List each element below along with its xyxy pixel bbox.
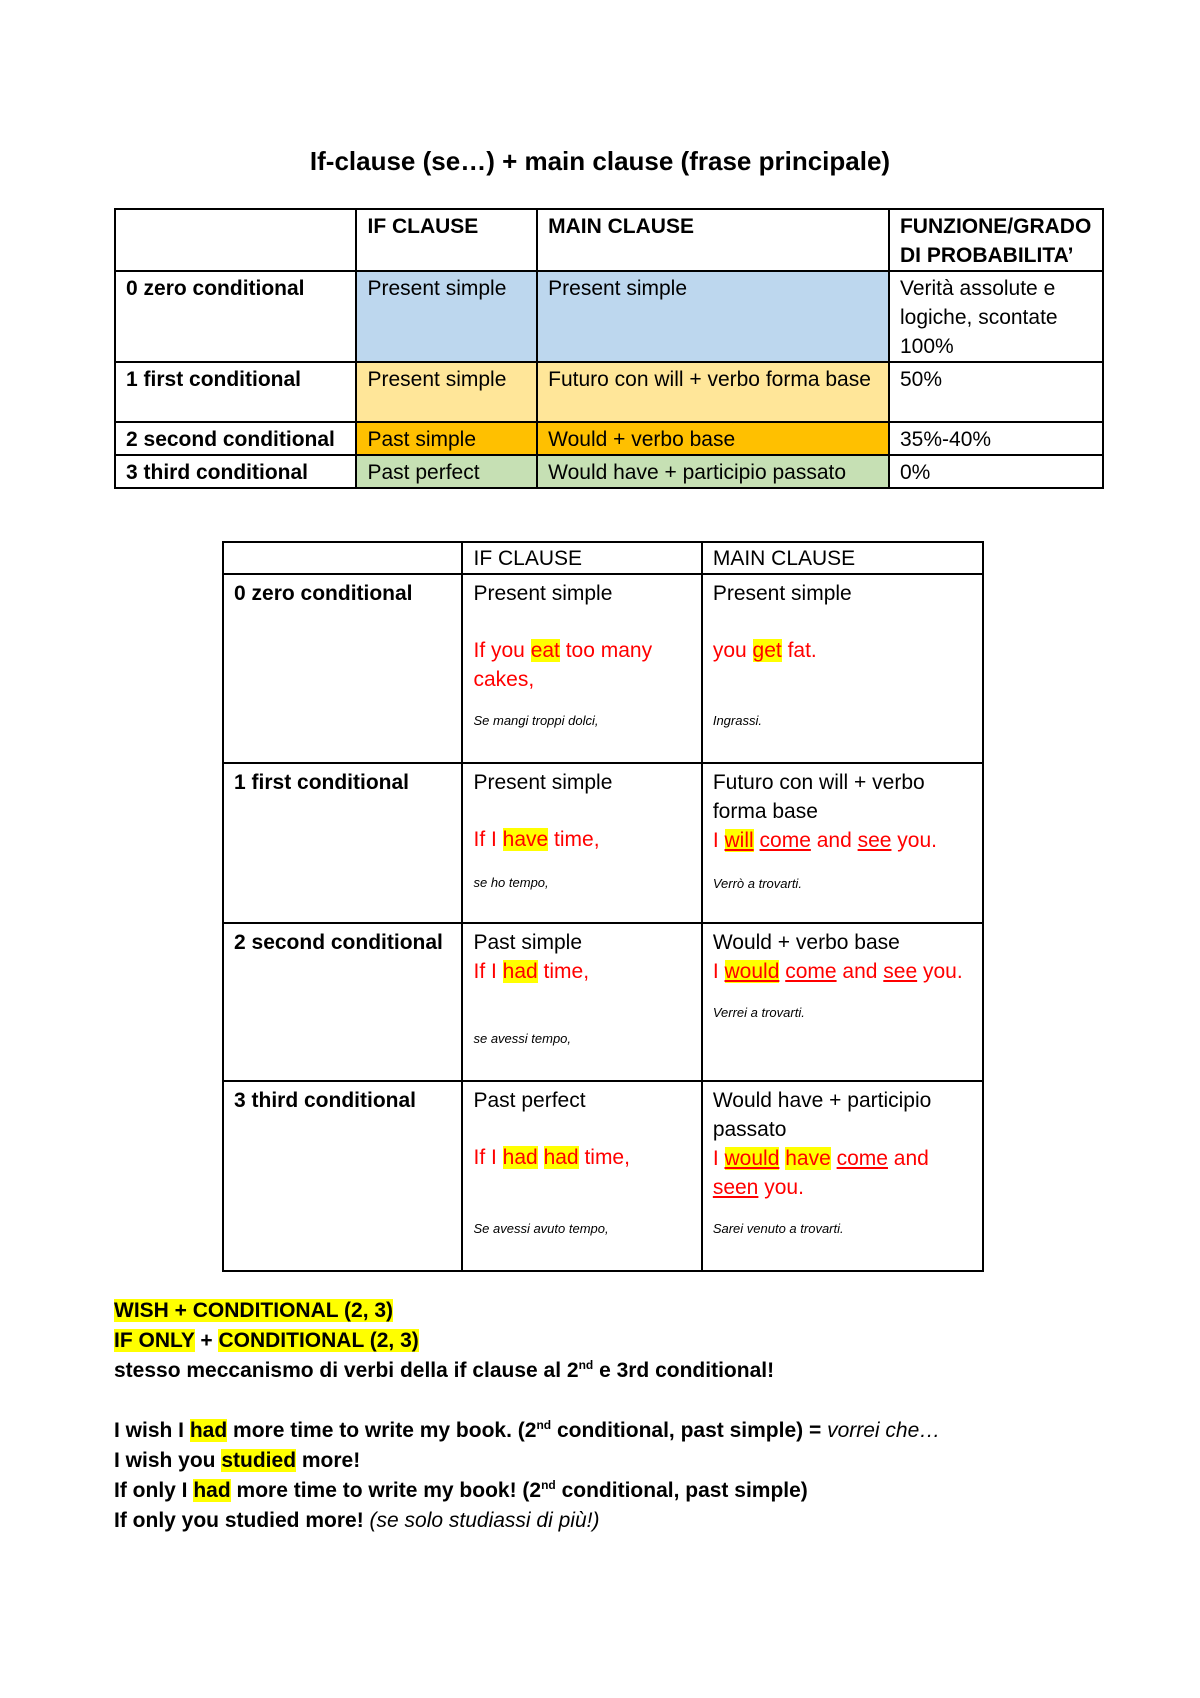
example-text: time, bbox=[537, 960, 590, 983]
note-text: conditional, past simple) = bbox=[551, 1419, 828, 1442]
verb-underline: come bbox=[785, 960, 837, 983]
verb-underline: see bbox=[883, 960, 918, 983]
note-text: more time to write my book. (2 bbox=[227, 1419, 537, 1442]
header-cell: FUNZIONE/GRADO DI PROBABILITA’ bbox=[889, 209, 1103, 271]
rule-text: Would have + participio passato bbox=[712, 1089, 932, 1141]
row-label: 3 third conditional bbox=[223, 1081, 462, 1271]
verb-highlight: studied bbox=[221, 1449, 297, 1472]
row-label: 1 first conditional bbox=[223, 763, 462, 923]
row-label: 0 zero conditional bbox=[223, 574, 462, 763]
main-clause-cell bbox=[702, 763, 983, 923]
example-text: time, bbox=[578, 1146, 630, 1169]
translation: Verrei a trovarti. bbox=[712, 1005, 805, 1020]
main-clause-cell bbox=[702, 923, 983, 1081]
verb-underline: see bbox=[857, 829, 892, 852]
example-text: you. bbox=[917, 960, 963, 983]
example-sentence bbox=[473, 636, 690, 694]
wish-rule-text: WISH + CONDITIONAL (2, 3) bbox=[114, 1299, 394, 1322]
row-label: 0 zero conditional bbox=[115, 271, 356, 362]
translation: se avessi tempo, bbox=[473, 1031, 572, 1046]
note-text: more time to write my book! (2 bbox=[230, 1479, 542, 1502]
verb-highlight: would bbox=[724, 960, 780, 983]
table-row bbox=[223, 574, 983, 763]
if-clause-cell: Present simple bbox=[356, 271, 537, 362]
note-text: conditional, past simple) bbox=[555, 1479, 808, 1502]
wish-rule bbox=[114, 1296, 1094, 1326]
example-text: you. bbox=[891, 829, 937, 852]
verb-underline: come bbox=[759, 829, 811, 852]
note-text: I wish I bbox=[114, 1419, 190, 1442]
example-text: you bbox=[712, 639, 753, 662]
verb-highlight: will bbox=[724, 829, 754, 852]
row-label: 2 second conditional bbox=[115, 422, 356, 455]
main-clause-cell bbox=[702, 1081, 983, 1271]
if-clause-cell: Present simple bbox=[356, 362, 537, 422]
ordinal-suffix: nd bbox=[541, 1478, 556, 1492]
row-label: 1 first conditional bbox=[115, 362, 356, 422]
verb-highlight: have bbox=[785, 1147, 831, 1170]
translation: (se solo studiassi di più!) bbox=[369, 1509, 600, 1532]
example-text: time, bbox=[548, 828, 600, 851]
ordinal-suffix: nd bbox=[578, 1358, 594, 1372]
example-text: If I bbox=[473, 828, 503, 851]
header-cell bbox=[115, 209, 356, 271]
header-cell: MAIN CLAUSE bbox=[537, 209, 889, 271]
example-text: I bbox=[712, 1147, 725, 1170]
example-text: If I bbox=[473, 1146, 503, 1169]
main-clause-cell: Would have + participio passato bbox=[537, 455, 889, 488]
note-text: e 3rd conditional! bbox=[593, 1359, 775, 1382]
verb-highlight: would bbox=[724, 1147, 780, 1170]
summary-table bbox=[114, 208, 1104, 489]
example-text: I bbox=[712, 960, 725, 983]
example-line bbox=[114, 1476, 1094, 1506]
example-sentence bbox=[713, 957, 972, 986]
rule-text: Present simple bbox=[473, 582, 613, 605]
if-clause-cell: Past perfect bbox=[356, 455, 537, 488]
example-text bbox=[538, 1146, 544, 1169]
example-text: If I bbox=[473, 960, 503, 983]
example-text: and bbox=[836, 960, 884, 983]
rule-text: Would + verbo base bbox=[712, 931, 900, 954]
row-label: 2 second conditional bbox=[223, 923, 462, 1081]
translation: Sarei venuto a trovarti. bbox=[712, 1221, 844, 1236]
note-text: more! bbox=[296, 1449, 361, 1472]
verb-highlight: have bbox=[502, 828, 549, 851]
table-row bbox=[223, 923, 983, 1081]
table-header-row bbox=[223, 542, 983, 574]
verb-highlight: had bbox=[193, 1479, 231, 1502]
table-row bbox=[115, 422, 1103, 455]
note-text: I wish you bbox=[114, 1449, 222, 1472]
note-text: stesso meccanismo di verbi della if clause al 2 bbox=[114, 1359, 579, 1382]
if-only-text: IF ONLY bbox=[114, 1329, 195, 1352]
main-clause-cell: Would + verbo base bbox=[537, 422, 889, 455]
translation: vorrei che… bbox=[827, 1419, 941, 1442]
if-clause-cell bbox=[462, 1081, 701, 1271]
note-text: If only I bbox=[114, 1479, 194, 1502]
function-cell: Verità assolute e logiche, scontate 100% bbox=[889, 271, 1103, 362]
example-line bbox=[114, 1416, 1094, 1446]
verb-highlight: had bbox=[189, 1419, 228, 1442]
example-sentence bbox=[473, 1143, 690, 1172]
row-label: 3 third conditional bbox=[115, 455, 356, 488]
main-clause-cell bbox=[702, 574, 983, 763]
main-clause-cell: Present simple bbox=[537, 271, 889, 362]
if-clause-cell bbox=[462, 763, 701, 923]
table-row bbox=[115, 271, 1103, 362]
function-cell: 35%-40% bbox=[889, 422, 1103, 455]
function-cell: 50% bbox=[889, 362, 1103, 422]
page-title: If-clause (se…) + main clause (frase principale) bbox=[309, 146, 891, 176]
example-text: too many cakes, bbox=[473, 639, 653, 691]
example-text: fat. bbox=[781, 639, 817, 662]
translation: Ingrassi. bbox=[712, 713, 762, 728]
rule-text: Present simple bbox=[712, 582, 852, 605]
verb-highlight: eat bbox=[530, 639, 560, 662]
if-only-rule bbox=[114, 1326, 1094, 1356]
verb-highlight: had bbox=[543, 1146, 579, 1169]
table-row bbox=[115, 455, 1103, 488]
header-cell: IF CLAUSE bbox=[462, 542, 701, 574]
example-sentence bbox=[713, 826, 972, 855]
verb-highlight: had bbox=[502, 1146, 538, 1169]
note-text: If only you studied more! bbox=[114, 1509, 370, 1532]
verb-highlight: get bbox=[752, 639, 782, 662]
example-line bbox=[114, 1506, 1094, 1536]
mechanism-note bbox=[114, 1356, 1094, 1386]
notes-section bbox=[114, 1296, 1094, 1536]
verb-highlight: had bbox=[502, 960, 538, 983]
header-cell: MAIN CLAUSE bbox=[702, 542, 983, 574]
table-row bbox=[223, 1081, 983, 1271]
examples-table bbox=[222, 541, 984, 1272]
ordinal-suffix: nd bbox=[536, 1418, 552, 1432]
rule-text: Past simple bbox=[473, 931, 583, 954]
if-clause-cell bbox=[462, 574, 701, 763]
example-text: and bbox=[887, 1147, 929, 1170]
main-clause-cell: Futuro con will + verbo forma base bbox=[537, 362, 889, 422]
function-cell: 0% bbox=[889, 455, 1103, 488]
rule-text: Past perfect bbox=[473, 1089, 586, 1112]
table-row bbox=[115, 362, 1103, 422]
example-line bbox=[114, 1446, 1094, 1476]
conditional-text: CONDITIONAL (2, 3) bbox=[218, 1329, 419, 1352]
verb-underline: seen bbox=[712, 1176, 759, 1199]
header-cell: IF CLAUSE bbox=[356, 209, 537, 271]
example-text: If you bbox=[473, 639, 531, 662]
rule-text: Futuro con will + verbo forma base bbox=[712, 771, 925, 823]
table-row bbox=[223, 763, 983, 923]
example-text: I bbox=[712, 829, 725, 852]
translation: Se mangi troppi dolci, bbox=[473, 713, 599, 728]
example-text: you. bbox=[758, 1176, 804, 1199]
plus-text: + bbox=[194, 1329, 219, 1352]
example-sentence bbox=[713, 636, 972, 665]
header-cell bbox=[223, 542, 462, 574]
translation: Se avessi avuto tempo, bbox=[473, 1221, 609, 1236]
if-clause-cell bbox=[462, 923, 701, 1081]
translation: se ho tempo, bbox=[473, 875, 549, 890]
if-clause-cell: Past simple bbox=[356, 422, 537, 455]
translation: Verrò a trovarti. bbox=[712, 876, 802, 891]
example-sentence bbox=[713, 1144, 972, 1202]
table-header-row bbox=[115, 209, 1103, 271]
verb-underline: come bbox=[836, 1147, 888, 1170]
example-sentence bbox=[473, 957, 690, 986]
rule-text: Present simple bbox=[473, 771, 613, 794]
example-text: and bbox=[810, 829, 858, 852]
example-sentence bbox=[473, 825, 690, 854]
